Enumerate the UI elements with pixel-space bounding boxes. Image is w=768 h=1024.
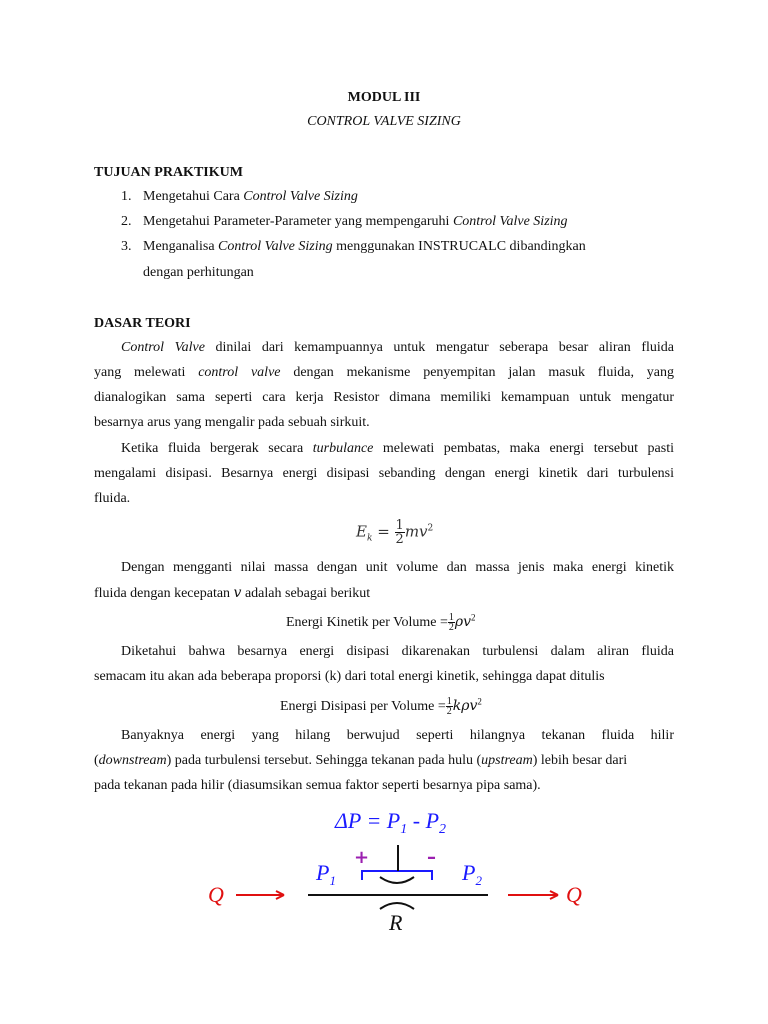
tujuan-item-text: Mengetahui Parameter-Parameter yang mempengaruhi [143,214,453,229]
emph-text: upstream [481,753,533,768]
plus-sign: + [354,847,370,868]
text: ) pada turbulensi tersebut. Sehingga tekanan pada hulu ( [166,753,482,768]
paragraph-line: Dengan mengganti nilai massa dengan unit volume dan massa jenis maka energi kinetik [121,560,674,575]
eq-power: 2 [477,696,482,707]
eq-power: 2 [471,612,476,623]
eq-label: Energi Kinetik per Volume = [286,615,448,630]
eq-denominator: 2 [395,532,404,547]
paragraph-line [94,364,674,382]
eq-term: mv [404,522,428,541]
module-subtitle: CONTROL VALVE SIZING [307,114,461,129]
dasar-heading: DASAR TEORI [94,316,191,331]
tujuan-item-text: Mengetahui Cara [143,189,244,204]
equation-dissipation-energy-volume [280,697,482,716]
paragraph-line: fluida. [94,491,131,506]
tujuan-item-emph: Control Valve Sizing [452,214,568,229]
flow-out-label: Q [566,882,582,907]
eq-subscript: k [366,533,373,544]
eq-denominator: 2 [446,706,452,718]
eq-operator: = [372,522,395,541]
paragraph-line: mengalami disipasi. Besarnya energi disipasi sebanding dengan energi kinetik dari turbulensi [94,466,674,481]
label-main: P [316,860,330,885]
text: Ketika fluida bergerak secara [121,441,313,456]
p2-label [461,860,482,888]
text: yang melewati [94,365,199,380]
eq-numerator: 1 [395,518,404,533]
module-title: MODUL III [347,90,421,105]
text: fluida dengan kecepatan [94,586,234,601]
tujuan-item-emph: Control Valve Sizing [243,189,358,204]
eq-power: 2 [427,523,434,534]
label-subscript: 2 [475,873,482,888]
text: adalah sebagai berikut [241,586,371,601]
eq-subscript: 2 [439,822,447,837]
emph-text: Control Valve [121,340,205,355]
paragraph-line: pada tekanan pada hilir (diasumsikan semua faktor seperti besarnya pipa sama). [94,778,541,793]
tujuan-item-emph: Control Valve Sizing [218,239,333,254]
eq-symbol: v [233,585,242,601]
eq-fraction [448,613,455,632]
pressure-drop-equation [334,808,446,837]
tujuan-heading: TUJUAN PRAKTIKUM [94,165,243,180]
tujuan-item-number: 3. [121,239,132,254]
p1-label [315,860,336,888]
eq-subscript: 1 [400,822,408,837]
label-subscript: 1 [329,873,336,888]
eq-fraction [446,697,453,716]
text: ( [94,753,99,768]
minus-sign: – [427,847,436,868]
eq-numerator: 1 [446,696,452,708]
eq-label: Energi Disipasi per Volume = [280,699,446,714]
emph-text: control valve [198,365,281,380]
text: melewati pembatas, maka energi tersebut pasti [373,441,674,456]
label-main: P [462,860,476,885]
text: dinilai dari kemampuannya untuk mengatur seberapa besar aliran fluida [204,340,674,355]
tujuan-item-3 [121,238,586,256]
text: ) lebih besar dari [532,753,628,768]
resistor-label: R [389,910,403,935]
text: dengan mekanisme penyempitan jalan masuk fluida, yang [280,365,674,380]
tujuan-item-2 [121,213,568,231]
eq-main: ΔP = P [335,808,401,833]
paragraph-line [121,440,674,458]
eq-term: ρv [454,614,472,630]
flow-in-label: Q [208,882,224,907]
equation-kinetic-energy [356,519,433,550]
eq-symbol: E [356,522,367,541]
paragraph-line: Banyaknya energi yang hilang berwujud seperti hilangnya tekanan fluida hilir [121,728,674,743]
upper-arc [380,877,414,883]
tujuan-item-text: Menganalisa [143,239,219,254]
tujuan-item-1 [121,188,358,206]
eq-main: - P [407,808,440,833]
paragraph-line: besarnya arus yang mengalir pada sebuah sirkuit. [94,415,370,430]
tujuan-item-text-cont: menggunakan INSTRUCALC dibandingkan [332,239,586,254]
paragraph-line: dianalogikan sama seperti cara kerja Resistor dimana memiliki kemampuan untuk mengatur [94,390,674,405]
emph-text: downstream [98,753,167,768]
eq-denominator: 2 [448,622,454,634]
paragraph-line: Diketahui bahwa besarnya energi disipasi dikarenakan turbulensi dalam aliran fluida [121,644,674,659]
paragraph-line [94,752,627,770]
paragraph-line: semacam itu akan ada beberapa proporsi (k) dari total energi kinetik, sehingga dapat ditulis [94,669,605,684]
paragraph-line [94,584,370,603]
eq-term: kρv [452,698,478,714]
eq-numerator: 1 [448,612,454,624]
emph-text: turbulance [312,441,374,456]
eq-fraction [395,519,405,546]
resistor-bracket [362,871,432,880]
paragraph-line [121,339,674,357]
tujuan-item-number: 2. [121,214,132,229]
control-valve-diagram [190,805,610,940]
tujuan-item-3-cont: dengan perhitungan [143,265,254,280]
equation-kinetic-energy-volume [286,613,476,632]
lower-arc [380,903,414,909]
tujuan-item-number: 1. [121,189,132,204]
